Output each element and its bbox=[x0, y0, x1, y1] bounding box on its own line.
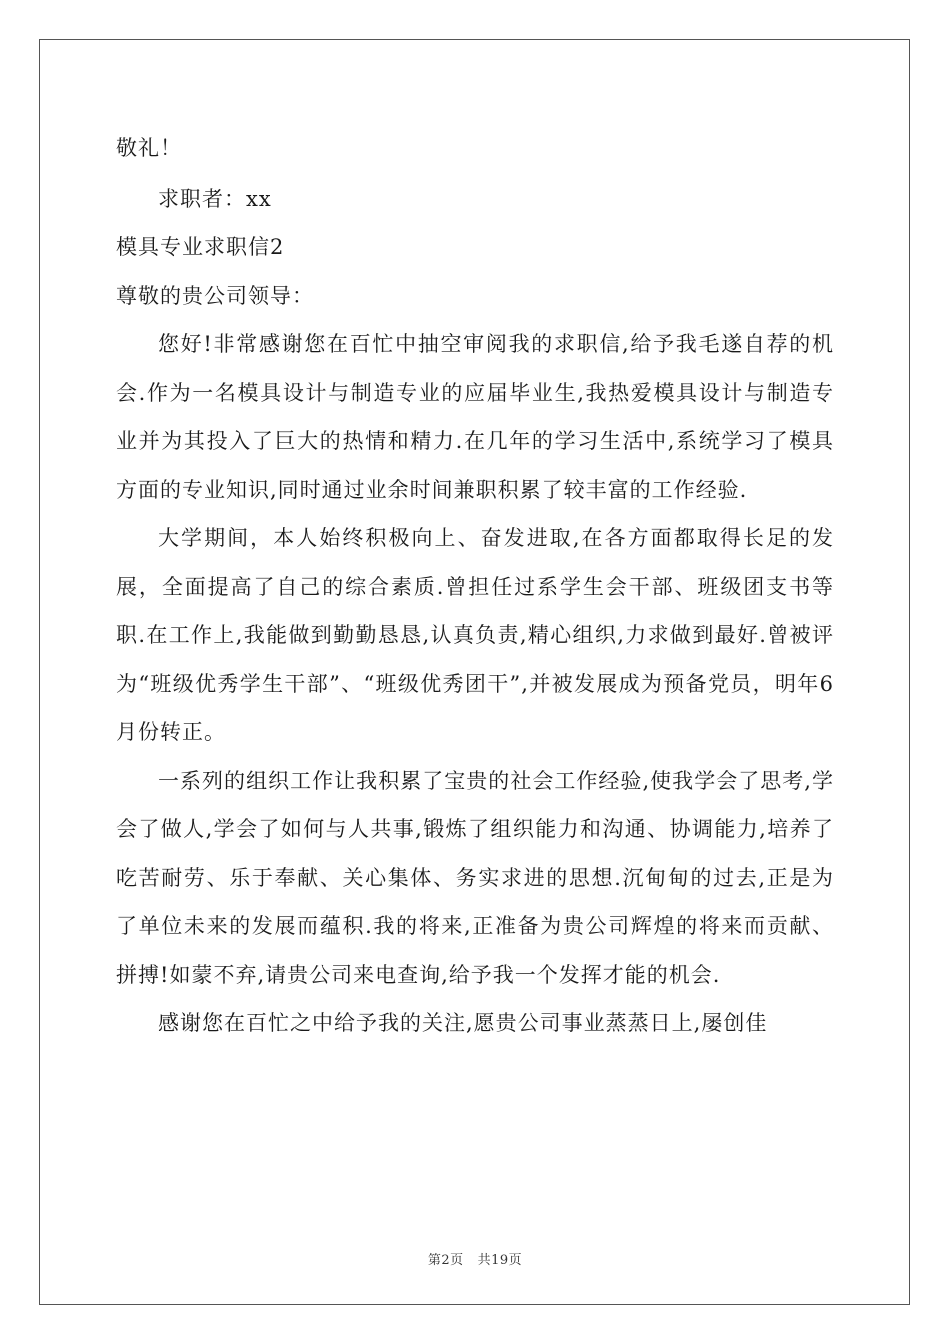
page-total: 共19页 bbox=[477, 1253, 523, 1268]
paragraph-4: 感谢您在百忙之中给予我的关注,愿贵公司事业蒸蒸日上,屡创佳 bbox=[158, 1011, 768, 1035]
document-body bbox=[116, 124, 834, 1048]
page-footer bbox=[0, 1249, 950, 1268]
letter-title: 模具专业求职信2 bbox=[116, 235, 285, 259]
paragraph-2: 大学期间，本人始终积极向上、奋发进取,在各方面都取得长足的发展，全面提高了自己的综合素质.曾担任过系学生会干部、班级团支书等职.在工作上,我能做到勤勤恳恳,认真负责,精心组织,力求做到最好.曾被评为“班级优秀学生干部”、“班级优秀团干”,并被发展成为预备党员，明年6月份转正。 bbox=[116, 526, 834, 744]
signature-line: 求职者：xx bbox=[158, 186, 272, 211]
page-number: 第2页 bbox=[427, 1253, 464, 1268]
salutation: 尊敬的贵公司领导： bbox=[116, 283, 314, 308]
closing-line: 敬礼！ bbox=[116, 136, 182, 160]
paragraph-1: 您好!非常感谢您在百忙中抽空审阅我的求职信,给予我毛遂自荐的机会.作为一名模具设计与制造专业的应届毕业生,我热爱模具设计与制造专业并为其投入了巨大的热情和精力.在几年的学习生活中,系统学习了模具方面的专业知识,同时通过业余时间兼职积累了较丰富的工作经验. bbox=[116, 332, 834, 502]
paragraph-3: 一系列的组织工作让我积累了宝贵的社会工作经验,使我学会了思考,学会了做人,学会了如何与人共事,锻炼了组织能力和沟通、协调能力,培养了吃苦耐劳、乐于奉献、关心集体、务实求进的思想.沉甸甸的过去,正是为了单位未来的发展而蕴积.我的将来,正准备为贵公司辉煌的将来而贡献、拼搏!如蒙不弃,请贵公司来电查询,给予我一个发挥才能的机会. bbox=[116, 768, 834, 987]
